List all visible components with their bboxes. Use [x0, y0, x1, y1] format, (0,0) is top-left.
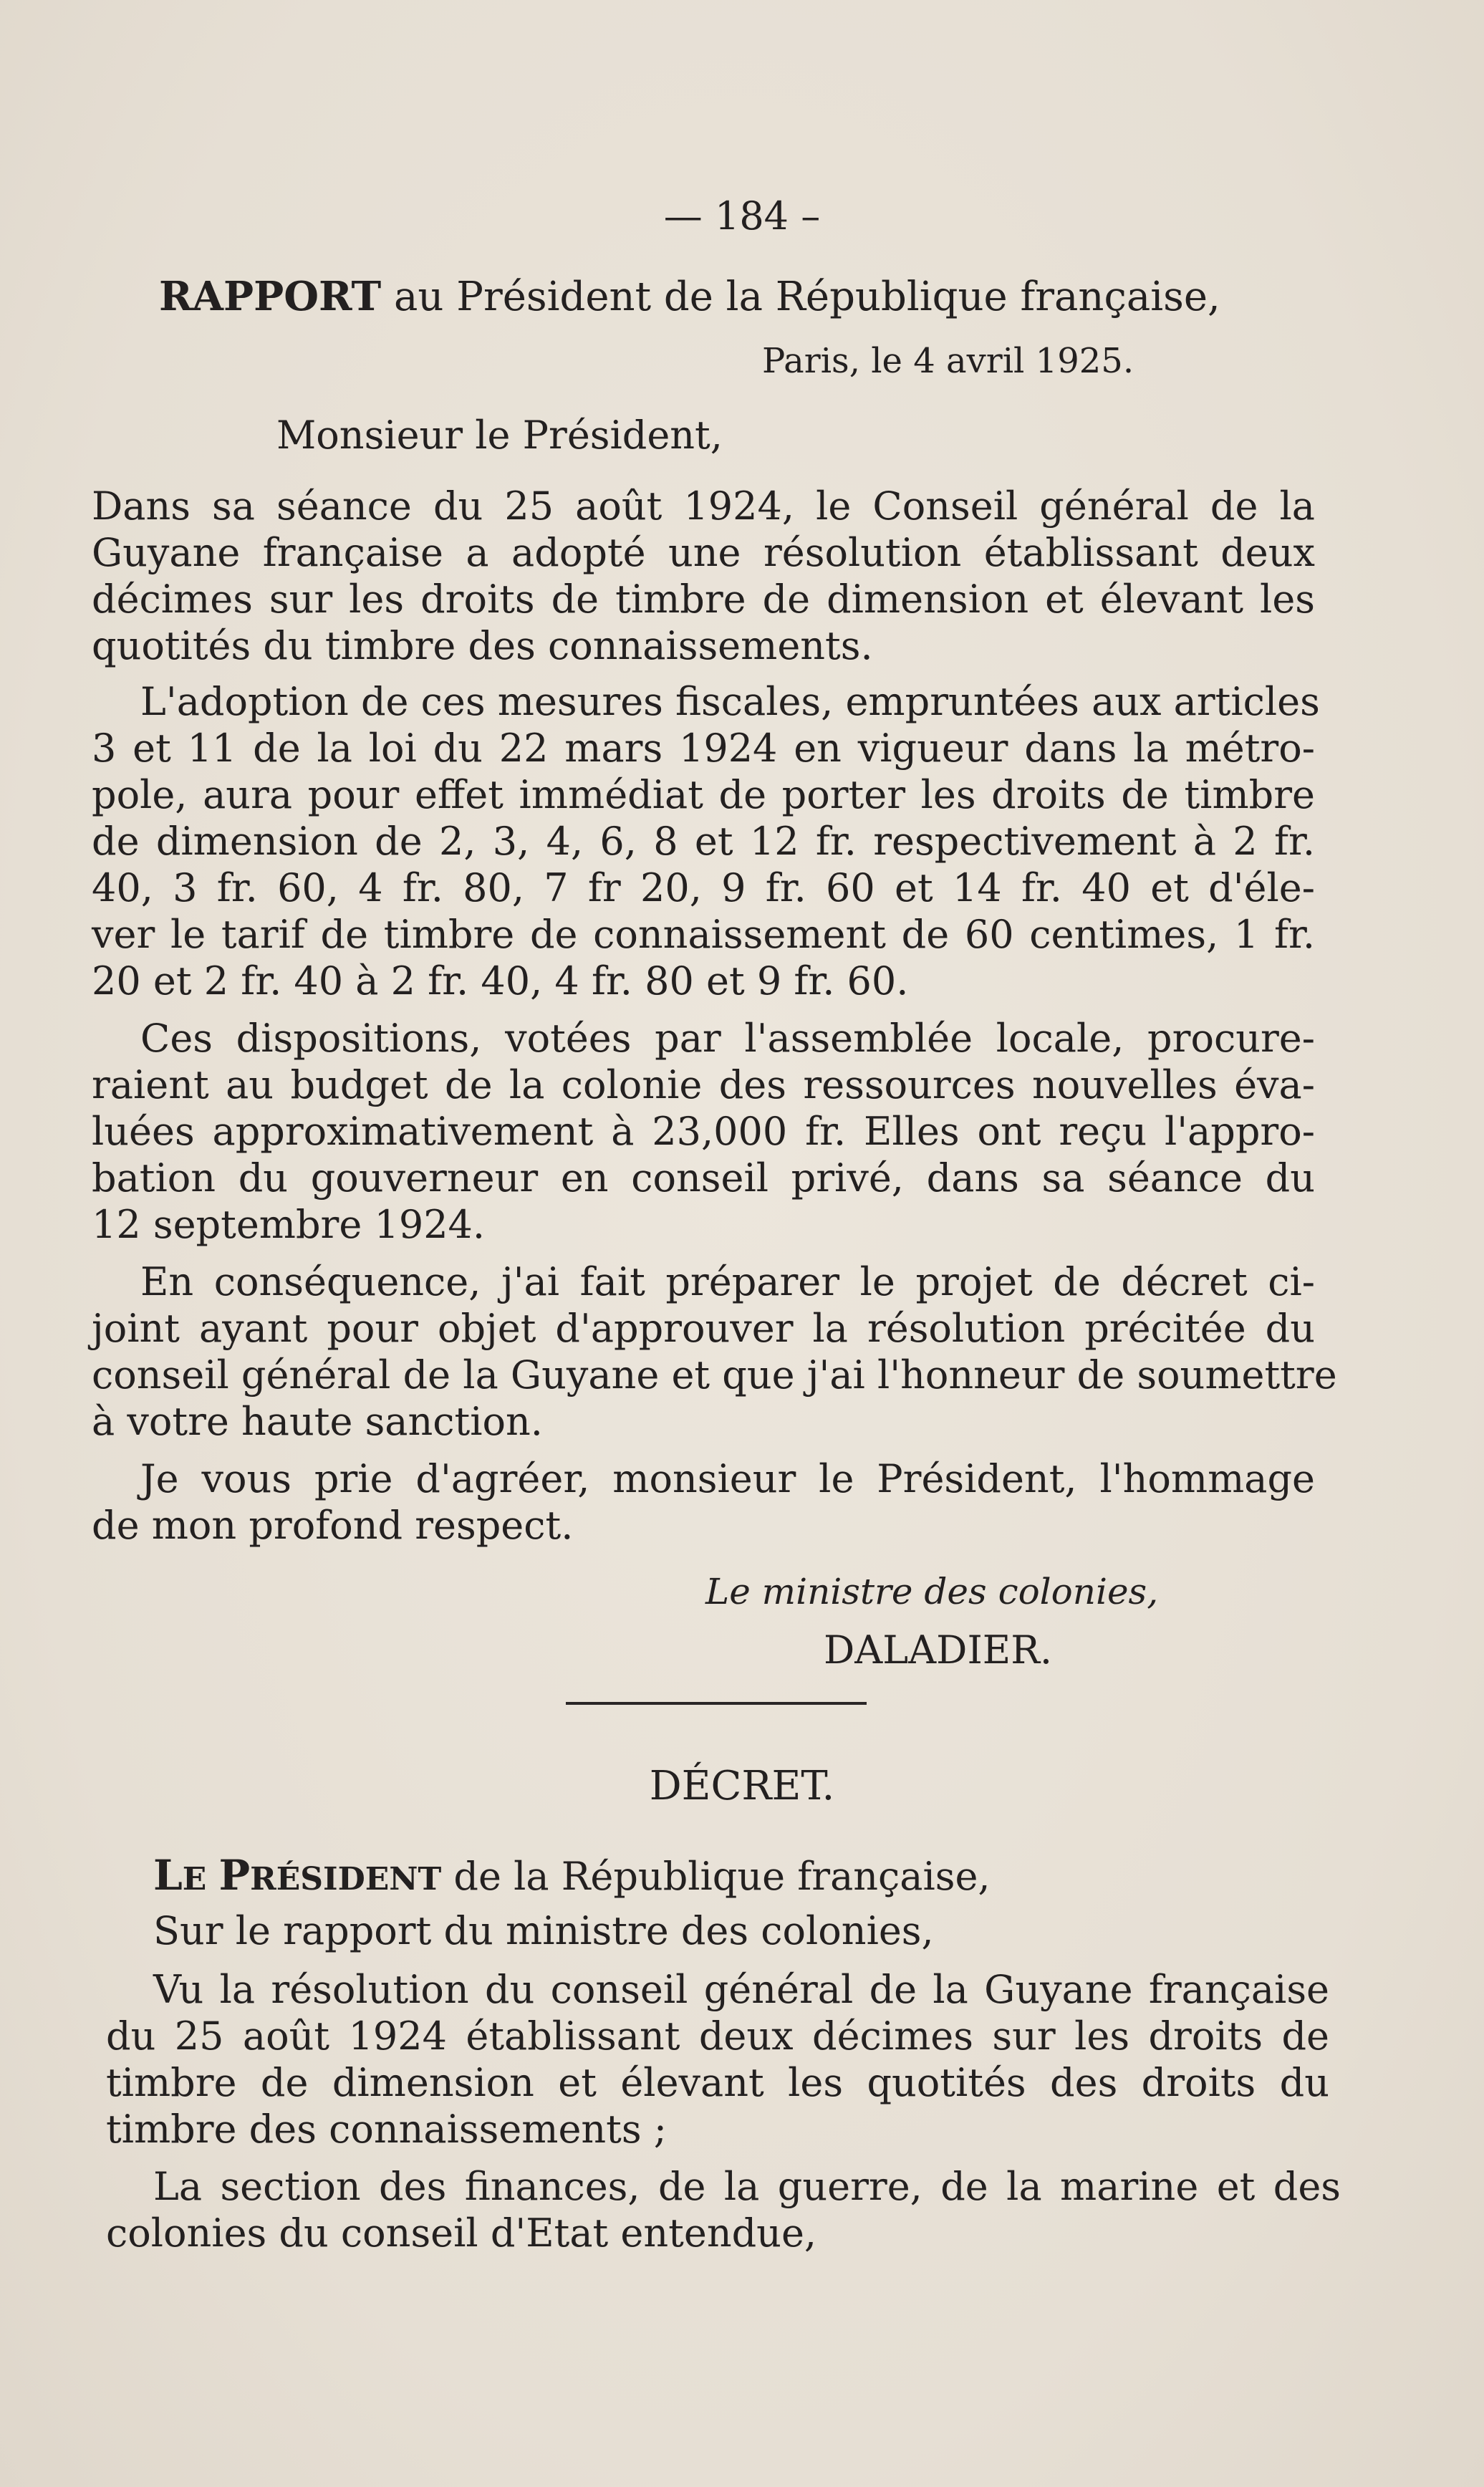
decret-vu-line1: Vu la résolution du conseil général de la Guyane française — [153, 1967, 1329, 2012]
rapport-p3-line4: bation du gouverneur en conseil privé, dans sa séance du — [92, 1155, 1315, 1201]
rapport-p2-line4: de dimension de 2, 3, 4, 6, 8 et 12 fr. respectivement à 2 fr. — [92, 819, 1315, 864]
decret-vu-line2: du 25 août 1924 établissant deux décimes sur les droits de — [106, 2014, 1329, 2059]
rapport-p1-line4: quotités du timbre des connaissements. — [92, 623, 873, 668]
rapport-p5-line2: de mon profond respect. — [92, 1503, 574, 1548]
rapport-p3-line2: raient au budget de la colonie des ressources nouvelles éva- — [92, 1062, 1315, 1107]
rapport-p5-line1: Je vous prie d'agréer, monsieur le Président, l'hommage — [140, 1456, 1315, 1501]
rapport-p3-line5: 12 septembre 1924. — [92, 1202, 486, 1247]
rapport-heading-rest: au Président de la République française, — [381, 274, 1220, 320]
rapport-heading — [159, 274, 1220, 320]
rapport-p2-line3: pole, aura pour effet immédiat de porter les droits de timbre — [92, 772, 1315, 817]
rapport-p2-line2: 3 et 11 de la loi du 22 mars 1924 en vigueur dans la métro- — [92, 726, 1315, 771]
rapport-p2-line1: L'adoption de ces mesures fiscales, empruntées aux articles — [140, 679, 1320, 724]
page-number: — 184 – — [663, 193, 821, 239]
decret-title: DÉCRET. — [649, 1763, 835, 1809]
decret-section-line2: colonies du conseil d'Etat entendue, — [106, 2211, 817, 2256]
rapport-p4-line3: conseil général de la Guyane et que j'ai l'honneur de soumettre — [92, 1352, 1337, 1398]
signature-name: DALADIER. — [824, 1627, 1053, 1673]
small-caps-E: E — [182, 1861, 207, 1897]
rapport-p2-line7: 20 et 2 fr. 40 à 2 fr. 40, 4 fr. 80 et 9 fr. 60. — [92, 958, 909, 1004]
rapport-p1-line2: Guyane française a adopté une résolution établissant deux — [92, 530, 1315, 575]
rapport-p2-line6: ver le tarif de timbre de connaissement de 60 centimes, 1 fr. — [92, 912, 1315, 957]
signature-title: Le ministre des colonies, — [705, 1571, 1159, 1612]
rapport-heading-bold: RAPPORT — [159, 273, 382, 320]
small-caps-L: L — [153, 1851, 183, 1900]
small-caps-P: P — [218, 1851, 251, 1900]
small-caps-resident: RÉSIDENT — [250, 1861, 442, 1897]
section-divider — [566, 1702, 867, 1705]
decret-president-rest: de la République française, — [441, 1854, 991, 1899]
decret-vu-line3: timbre de dimension et élevant les quotités des droits du — [106, 2060, 1329, 2105]
rapport-p3-line1: Ces dispositions, votées par l'assemblée locale, procure- — [140, 1016, 1315, 1061]
rapport-date: Paris, le 4 avril 1925. — [762, 341, 1134, 381]
decret-president-line — [153, 1852, 991, 1902]
rapport-p1-line1: Dans sa séance du 25 août 1924, le Conseil général de la — [92, 484, 1315, 529]
rapport-p1-line3: décimes sur les droits de timbre de dimension et élevant les — [92, 577, 1315, 622]
rapport-p4-line1: En conséquence, j'ai fait préparer le projet de décret ci- — [140, 1259, 1315, 1304]
decret-vu-line4: timbre des connaissements ; — [106, 2107, 667, 2152]
rapport-p3-line3: luées approximativement à 23,000 fr. Elles ont reçu l'appro- — [92, 1109, 1315, 1154]
decret-rapport-line: Sur le rapport du ministre des colonies, — [153, 1908, 934, 1953]
rapport-salutation: Monsieur le Président, — [276, 413, 723, 458]
rapport-p2-line5: 40, 3 fr. 60, 4 fr. 80, 7 fr 20, 9 fr. 60 et 14 fr. 40 et d'éle- — [92, 865, 1315, 910]
rapport-p4-line2: joint ayant pour objet d'approuver la résolution précitée du — [92, 1306, 1315, 1351]
decret-section-line1: La section des finances, de la guerre, de la marine et des — [153, 2164, 1341, 2209]
rapport-p4-line4: à votre haute sanction. — [92, 1399, 543, 1444]
